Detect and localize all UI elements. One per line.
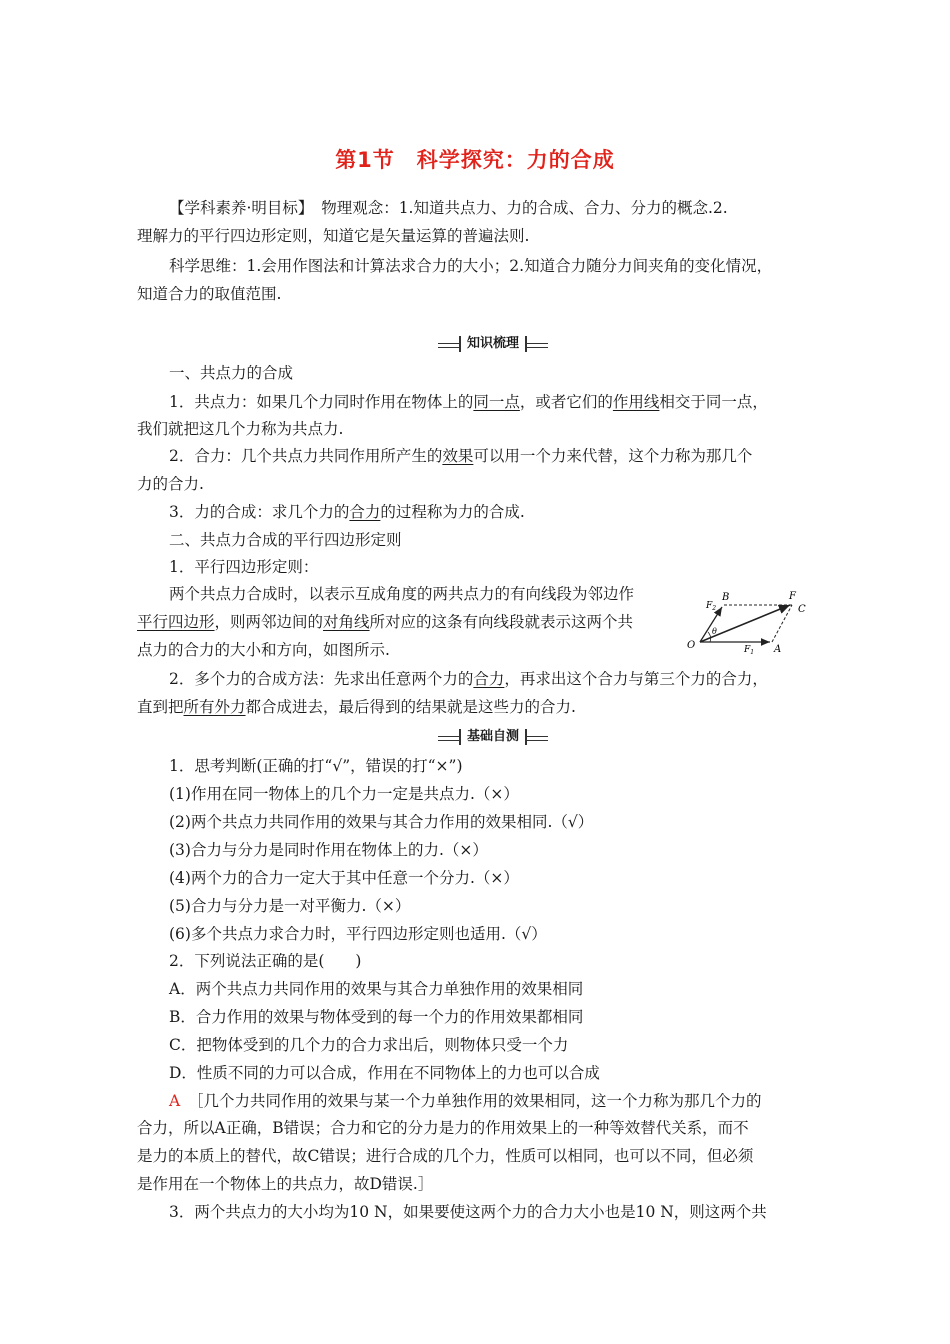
explanation-3: 是力的本质上的替代，故C错误；进行合成的几个力，性质可以相同，也可以不同，但必须: [137, 1147, 754, 1165]
explanation-1: A ［几个力共同作用的效果与某一个力单独作用的效果相同，这一个力称为那几个力的: [169, 1092, 762, 1110]
section-banner-knowledge: 知识梳理: [438, 335, 548, 353]
judgement-5: (5)合力与分力是一对平衡力.（×）: [169, 897, 411, 915]
objectives-tag: 【学科素养·明目标】: [169, 199, 306, 217]
section-banner-selftest: 基础自测: [438, 728, 548, 746]
label-a: A: [774, 644, 782, 655]
heading-1: 一、共点力的合成: [169, 364, 294, 382]
label-b: B: [722, 592, 730, 603]
option-a: A．两个共点力共同作用的效果与其合力单独作用的效果相同: [169, 980, 584, 998]
blank-answer: 同一点: [473, 393, 520, 411]
objectives-line-2: 理解力的平行四边形定则，知道它是矢量运算的普遍法则.: [137, 227, 530, 245]
answer-letter: A: [169, 1092, 181, 1110]
explanation-4: 是作用在一个物体上的共点力，故D错误.］: [137, 1175, 434, 1193]
paragraph-1: 1．共点力：如果几个力同时作用在物体上的同一点，或者它们的作用线相交于同一点，: [169, 393, 768, 411]
option-c: C．把物体受到的几个力的合力求出后，则物体只受一个力: [169, 1036, 569, 1054]
label-f1: $F_1$: [744, 645, 755, 656]
judgement-1: (1)作用在同一物体上的几个力一定是共点力.（×）: [169, 785, 519, 803]
paragraph-2: 2．合力：几个共点力共同作用所产生的效果可以用一个力来代替，这个力称为那几个: [169, 447, 753, 465]
page-title: 第1节 科学探究：力的合成: [335, 148, 615, 172]
question-2: 2．下列说法正确的是( ): [169, 952, 362, 970]
label-f: F: [789, 591, 796, 602]
explanation-2: 合力，所以A正确，B错误；合力和它的分力是力的作用效果上的一种等效替代关系，而不: [137, 1119, 749, 1137]
blank-answer: 对角线: [323, 613, 370, 631]
option-d: D．性质不同的力可以合成，作用在不同物体上的力也可以合成: [169, 1064, 600, 1082]
option-b: B．合力作用的效果与物体受到的每一个力的作用效果都相同: [169, 1008, 584, 1026]
paragraph-1-cont: 我们就把这几个力称为共点力.: [137, 420, 344, 438]
paragraph-2-cont: 力的合力.: [137, 475, 204, 493]
blank-answer: 合力: [473, 670, 505, 688]
label-o: O: [687, 640, 696, 651]
judgement-4: (4)两个力的合力一定大于其中任意一个分力.（×）: [169, 869, 519, 887]
blank-answer: 作用线: [612, 393, 660, 411]
paragraph-3: 3．力的合成：求几个力的合力的过程称为力的合成.: [169, 503, 525, 521]
blank-answer: 效果: [442, 447, 474, 465]
paragraph-6: 2．多个力的合成方法：先求出任意两个力的合力，再求出这个合力与第三个力的合力，: [169, 670, 768, 688]
judgement-2: (2)两个共点力共同作用的效果与其合力作用的效果相同.（√）: [169, 813, 594, 831]
blank-answer: 平行四边形: [137, 613, 215, 631]
question-1: 1．思考判断(正确的打“√”，错误的打“×”): [169, 757, 463, 775]
blank-answer: 所有外力: [183, 698, 246, 716]
objectives-line-1: 【学科素养·明目标】 物理观念：1.知道共点力、力的合成、合力、分力的概念.2.: [169, 199, 728, 217]
label-c: C: [798, 604, 806, 615]
blank-answer: 合力: [349, 503, 381, 521]
paragraph-5-end: 点力的合力的大小和方向，如图所示.: [137, 641, 390, 659]
label-theta: θ: [712, 627, 717, 636]
heading-2: 二、共点力合成的平行四边形定则: [169, 531, 402, 549]
judgement-3: (3)合力与分力是同时作用在物体上的力.（×）: [169, 841, 488, 859]
parallelogram-diagram: [684, 586, 814, 656]
angle-arc: [708, 632, 711, 642]
objectives-line-4: 知道合力的取值范围.: [137, 285, 282, 303]
paragraph-4: 1．平行四边形定则：: [169, 558, 319, 576]
paragraph-5-cont: 平行四边形，则两邻边间的对角线所对应的这条有向线段就表示这两个共: [137, 613, 634, 631]
paragraph-5: 两个共点力合成时，以表示互成角度的两共点力的有向线段为邻边作: [169, 585, 635, 603]
objectives-line-3: 科学思维：1.会用作图法和计算法求合力的大小；2.知道合力随分力间夹角的变化情况，: [169, 257, 773, 275]
label-f2: $F_2$: [706, 601, 717, 612]
judgement-6: (6)多个共点力求合力时，平行四边形定则也适用.（√）: [169, 925, 547, 943]
question-3: 3．两个共点力的大小均为10 N，如果要使这两个力的合力大小也是10 N，则这两个共: [169, 1203, 767, 1221]
paragraph-6-cont: 直到把所有外力都合成进去，最后得到的结果就是这些力的合力.: [137, 698, 576, 716]
